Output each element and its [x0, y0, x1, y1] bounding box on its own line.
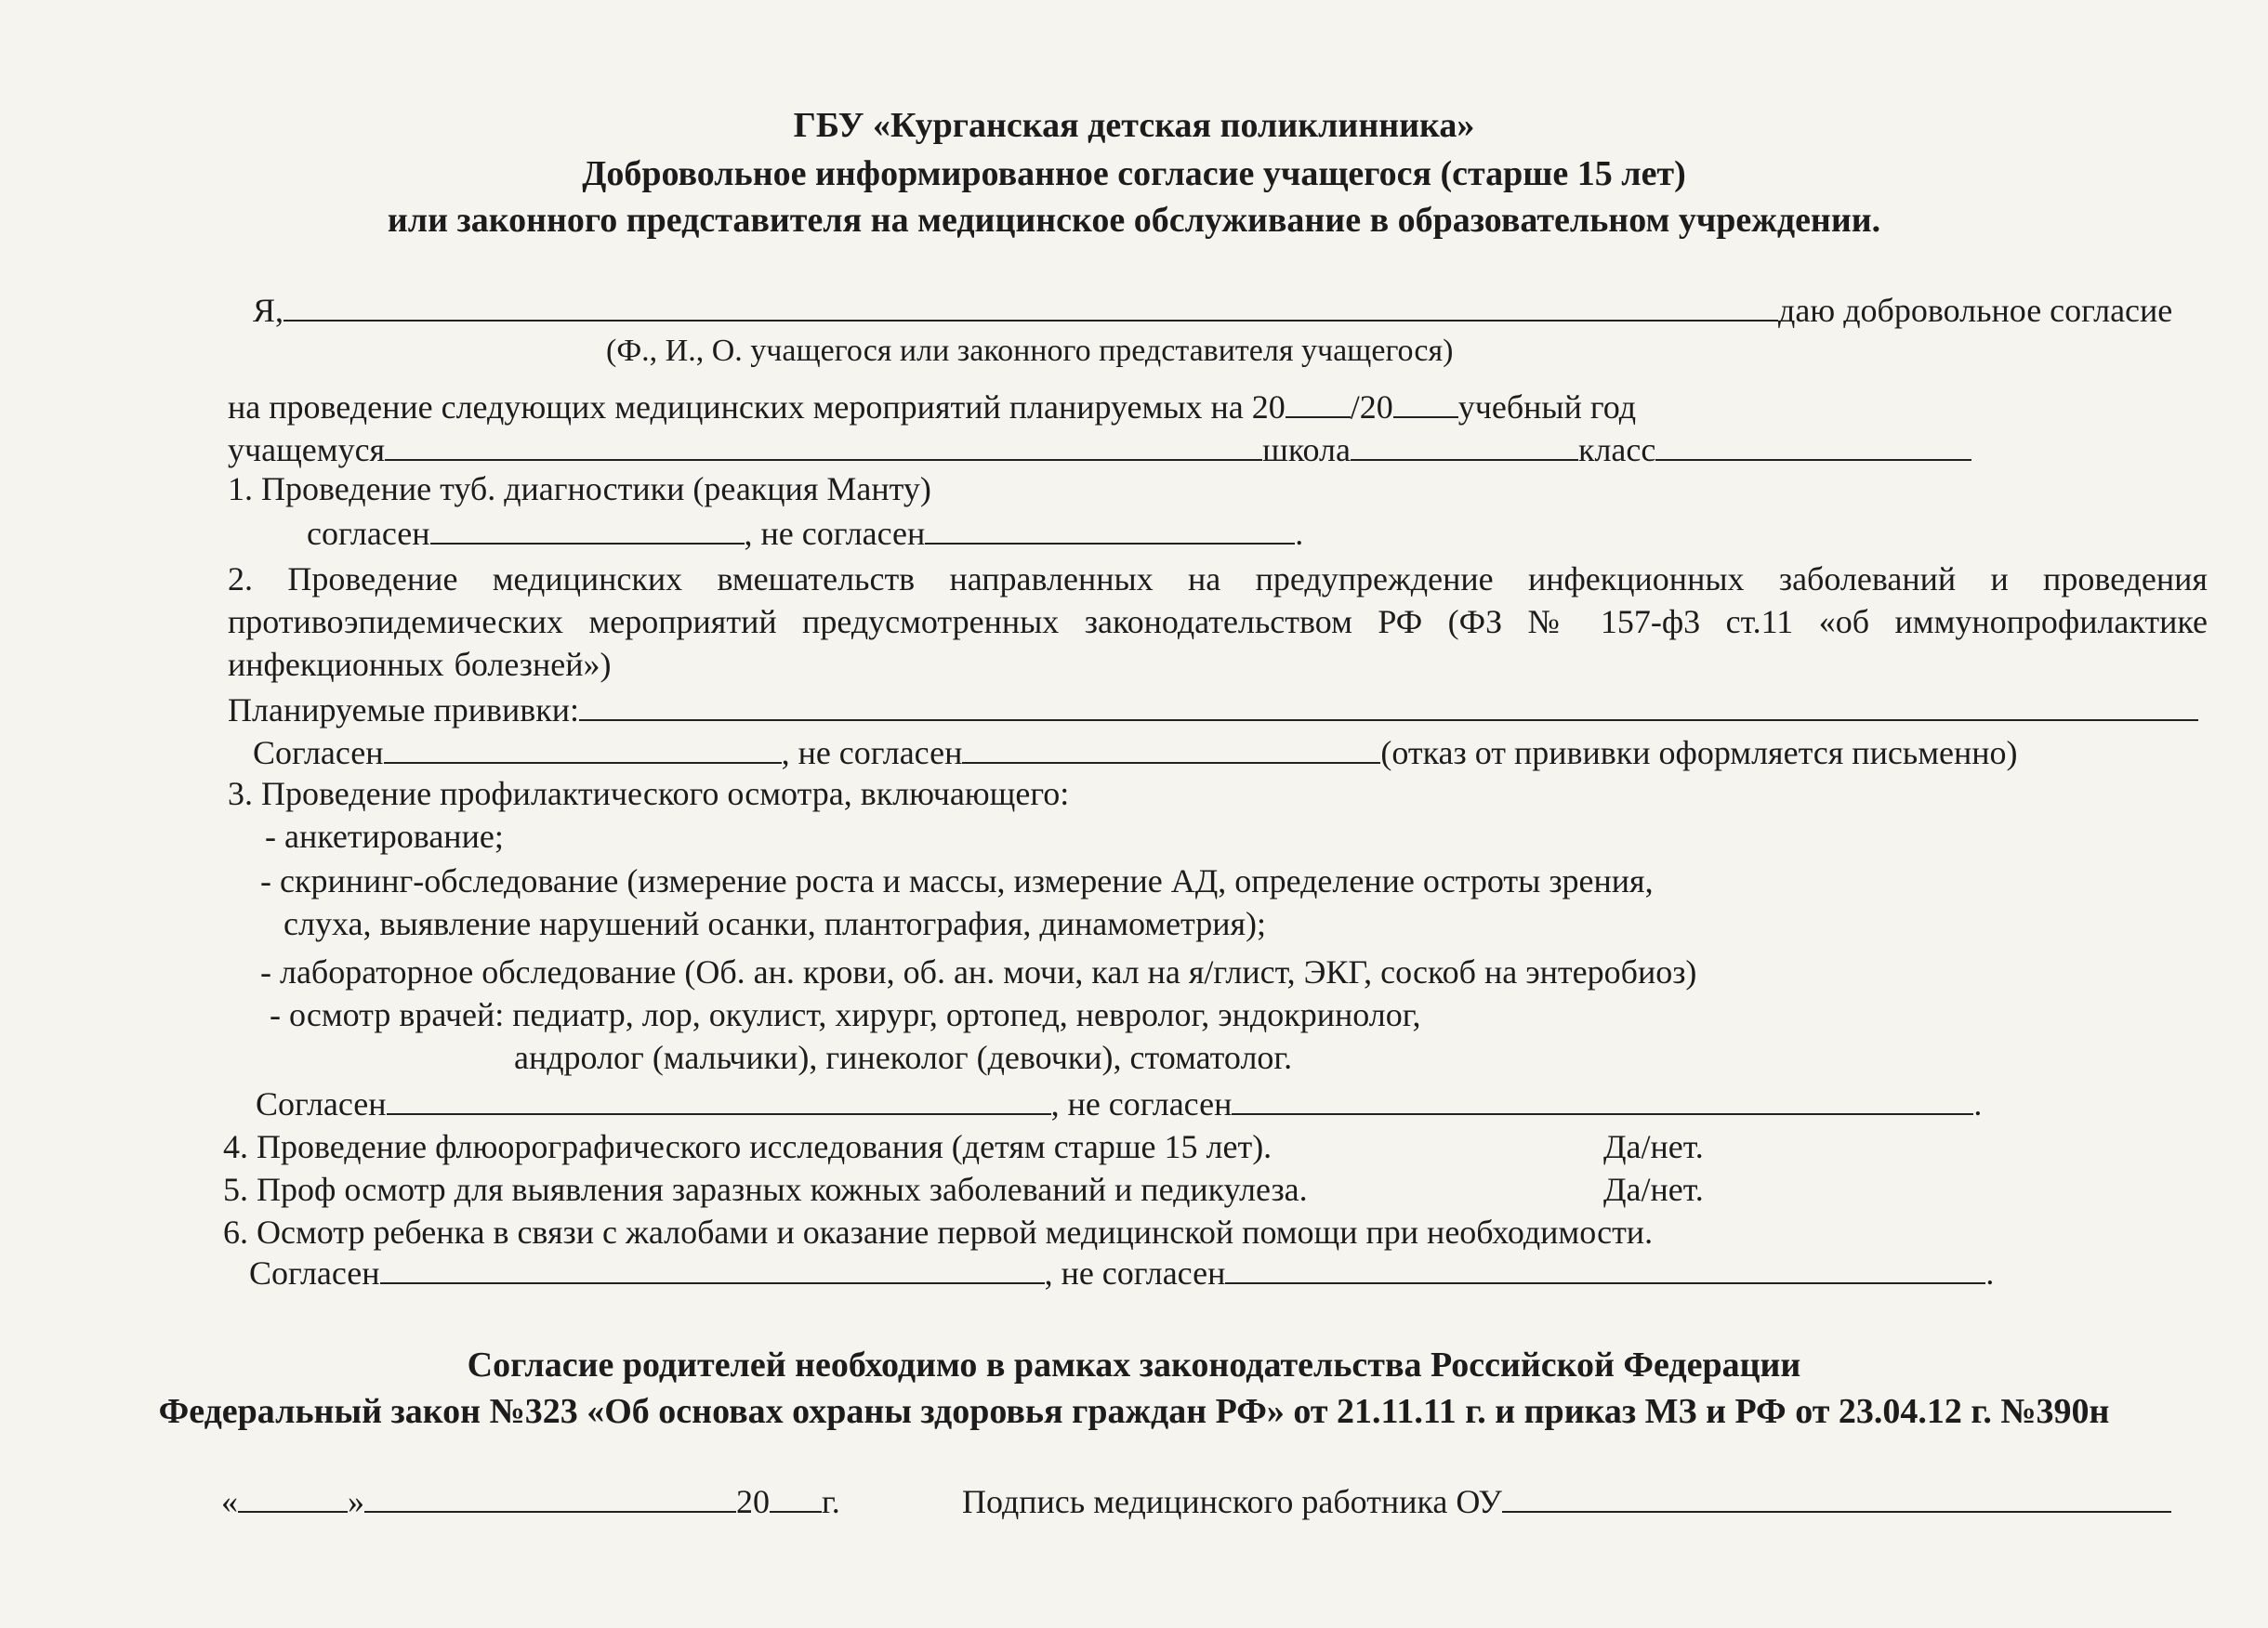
student-line: [228, 427, 1971, 470]
law-line-2: Федеральный закон №323 «Об основах охраны здоровья граждан РФ» от 21.11.11 г. и приказ МЗ и РФ от 23.04.12 г. №390н: [158, 1392, 2110, 1431]
planned-vaccines-field[interactable]: [579, 688, 2198, 721]
class-field[interactable]: [1655, 427, 1971, 461]
item-6-disagree-field[interactable]: [1225, 1251, 1985, 1284]
item-1-period: .: [1295, 515, 1304, 552]
year-from-field[interactable]: [1286, 385, 1351, 418]
item-1-agree-label: согласен: [307, 515, 430, 552]
item-3-agree-field[interactable]: [387, 1082, 1051, 1115]
date-year-prefix: 20: [736, 1483, 770, 1520]
class-label: класс: [1577, 431, 1656, 468]
item-2-agree-field[interactable]: [384, 730, 782, 764]
date-line: [221, 1479, 840, 1522]
item-4-text: 4. Проведение флюорографического исследования (детям старше 15 лет).: [223, 1128, 1272, 1165]
item-3-agree-label: Согласен: [256, 1085, 387, 1123]
header-line-1: ГБУ «Курганская детская поликлинника»: [793, 106, 1475, 145]
day-field[interactable]: [238, 1479, 348, 1513]
school-field[interactable]: [1351, 427, 1578, 461]
slash-20: /20: [1350, 388, 1393, 426]
intro-line: [253, 288, 2172, 331]
item-6-answer: [249, 1251, 1994, 1293]
item-5-yes-no[interactable]: Да/нет.: [1603, 1171, 1704, 1208]
item-6-text: 6. Осмотр ребенка в связи с жалобами и оказание первой медицинской помощи при необходимости.: [223, 1214, 1654, 1251]
consent-tail: даю добровольное согласие: [1778, 292, 2173, 329]
name-caption: (Ф., И., О. учащегося или законного представителя учащегося): [606, 334, 1454, 368]
item-1-disagree-field[interactable]: [925, 511, 1295, 545]
item-3-bullet-survey: - анкетирование;: [265, 818, 504, 855]
item-1-title: 1. Проведение туб. диагностики (реакция Манту): [228, 470, 931, 507]
item-3-bullet-doctors: - осмотр врачей: педиатр, лор, окулист, хирург, ортопед, невролог, эндокринолог,: [270, 996, 1421, 1033]
name-field[interactable]: [284, 288, 1778, 322]
item-2-text: 2. Проведение медицинских вмешательств направленных на предупреждение инфекционных заболеваний и проведения противоэпидемических мероприятий предусмотренных законодательством РФ (ФЗ № 157-ф3 ст.11 «об иммунопрофилактике инфекционных болезней»): [228, 560, 2208, 683]
item-3-answer: [256, 1082, 1982, 1124]
item-3-bullet-lab: - лабораторное обследование (Об. ан. крови, об. ан. мочи, кал на я/глист, ЭКГ, соскоб на энтеробиоз): [260, 953, 1697, 991]
planned-line: [228, 688, 2198, 730]
date-quote-close: »: [348, 1483, 364, 1520]
item-3-bullet-doctors-cont: андролог (мальчики), гинеколог (девочки), стоматолог.: [514, 1039, 1293, 1076]
item-3-disagree-label: , не согласен: [1050, 1085, 1233, 1123]
year-field[interactable]: [770, 1479, 822, 1513]
law-line-1: Согласие родителей необходимо в рамках законодательства Российской Федерации: [467, 1346, 1801, 1385]
item-1-answer: [307, 511, 1303, 554]
item-6-agree-field[interactable]: [380, 1251, 1045, 1284]
item-2-answer: [253, 730, 2018, 773]
year-to-field[interactable]: [1393, 385, 1458, 418]
month-field[interactable]: [364, 1479, 736, 1513]
item-3-period: .: [1973, 1085, 1983, 1123]
item-3-title: 3. Проведение профилактического осмотра, включающего:: [228, 775, 1070, 812]
item-2-disagree-field[interactable]: [962, 730, 1380, 764]
item-1-disagree-label: , не согласен: [744, 515, 926, 552]
ya-label: Я,: [253, 292, 284, 329]
school-year-label: учебный год: [1457, 388, 1637, 426]
planned-label: Планируемые прививки:: [228, 691, 579, 729]
signature-line: [962, 1479, 2171, 1522]
date-year-suffix: г.: [822, 1483, 840, 1520]
header-line-3: или законного представителя на медицинское обслуживание в образовательном учреждении.: [387, 201, 1881, 240]
item-1-agree-field[interactable]: [430, 511, 745, 545]
item-6-period: .: [1985, 1254, 1995, 1292]
item-2-disagree-label: , не согласен: [781, 734, 963, 771]
signature-field[interactable]: [1502, 1479, 2171, 1513]
item-3-bullet-screening-cont: слуха, выявление нарушений осанки, плантография, динамометрия);: [284, 905, 1267, 942]
school-label: школа: [1262, 431, 1351, 468]
refusal-note: (отказ от прививки оформляется письменно): [1380, 734, 2018, 771]
item-4-yes-no[interactable]: Да/нет.: [1603, 1128, 1704, 1165]
item-3-disagree-field[interactable]: [1232, 1082, 1973, 1115]
header-line-2: Добровольное информированное согласие учащегося (старше 15 лет): [582, 154, 1686, 193]
item-6-disagree-label: , не согласен: [1044, 1254, 1226, 1292]
item-6-agree-label: Согласен: [249, 1254, 380, 1292]
events-line: [228, 385, 1636, 427]
item-2-agree-label: Согласен: [253, 734, 384, 771]
student-name-field[interactable]: [385, 427, 1262, 461]
signature-label: Подпись медицинского работника ОУ: [962, 1483, 1502, 1520]
item-3-bullet-screening: - скрининг-обследование (измерение роста и массы, измерение АД, определение остроты зрения,: [260, 862, 1654, 899]
student-label: учащемуся: [228, 431, 386, 468]
events-prefix: на проведение следующих медицинских мероприятий планируемых на 20: [228, 388, 1286, 426]
date-quote-open: «: [221, 1483, 238, 1520]
item-5-text: 5. Проф осмотр для выявления заразных кожных заболеваний и педикулеза.: [223, 1171, 1308, 1208]
